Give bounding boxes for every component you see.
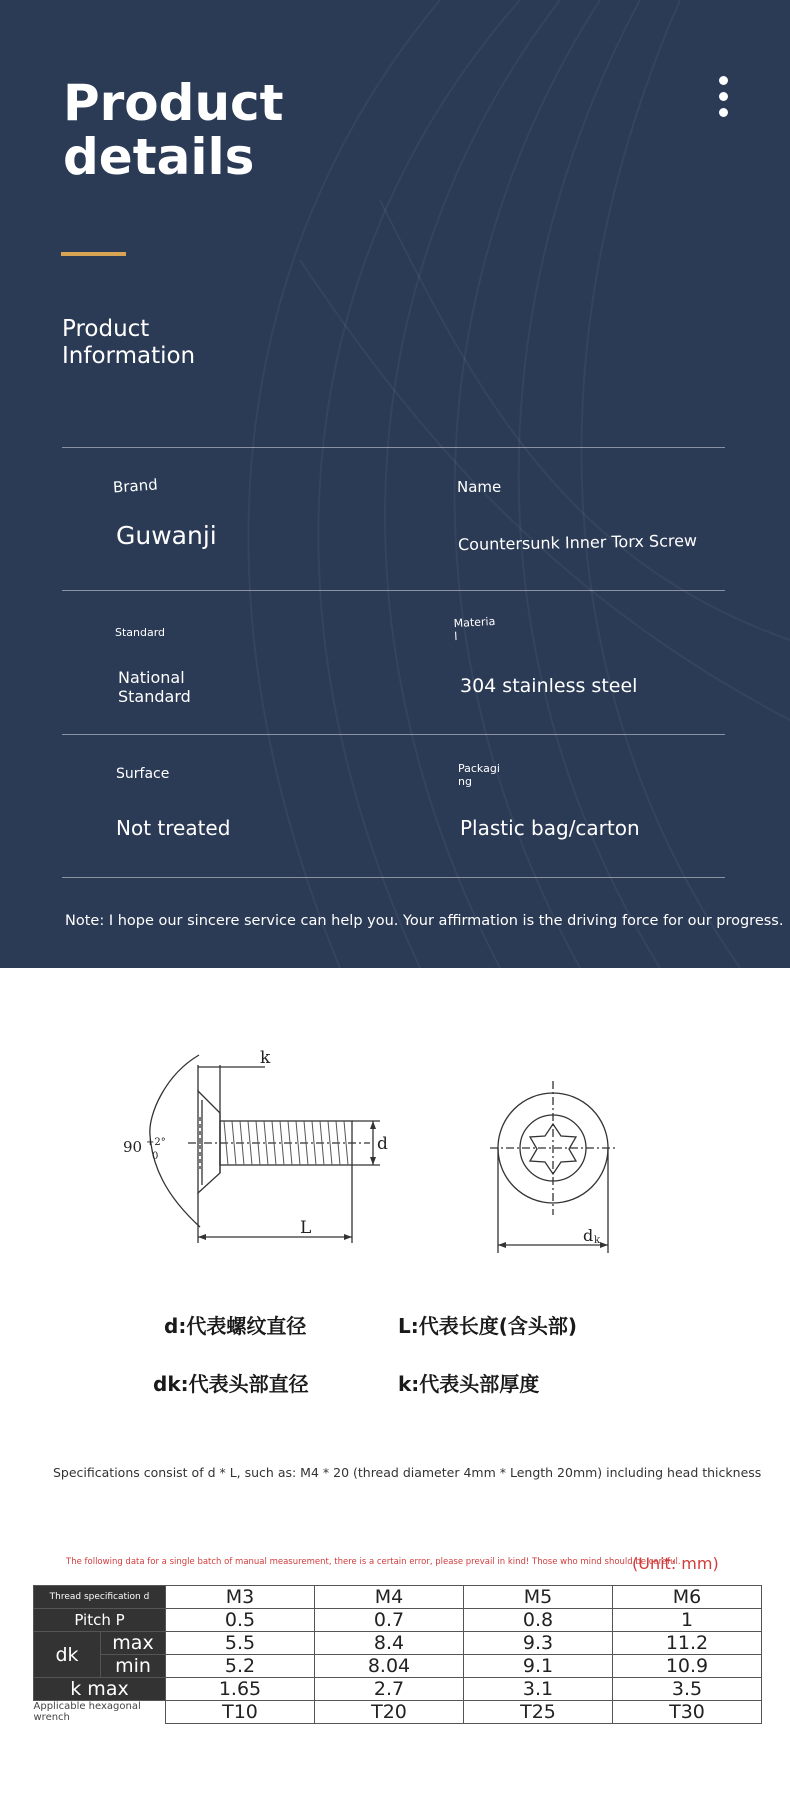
- specification-text: Specifications consist of d * L, such as: M4 * 20 (thread diameter 4mm * Length 20mm) including head thickness: [53, 1465, 762, 1480]
- table-cell: T30: [613, 1701, 762, 1724]
- pitch-header: Pitch P: [34, 1609, 166, 1632]
- table-cell: M3: [166, 1586, 315, 1609]
- table-cell: 5.2: [166, 1655, 315, 1678]
- table-cell: 0.5: [166, 1609, 315, 1632]
- angle-label: 90: [123, 1138, 143, 1156]
- table-cell: 9.1: [464, 1655, 613, 1678]
- screw-diagram: [110, 1045, 670, 1265]
- brand-value: Guwanji: [116, 521, 217, 550]
- table-cell: M4: [315, 1586, 464, 1609]
- menu-dot: [719, 76, 728, 85]
- table-row: [34, 1586, 762, 1609]
- legend-L: L:代表长度(含头部): [398, 1314, 578, 1338]
- measurement-note: The following data for a single batch of manual measurement, there is a certain error, please prevail in kind! Those who mind should be careful.: [66, 1557, 681, 1567]
- dim-k: k: [260, 1048, 271, 1068]
- section-title: [62, 316, 195, 370]
- min-header: min: [101, 1655, 166, 1678]
- table-row: [34, 1632, 762, 1655]
- divider: [62, 447, 725, 448]
- table-cell: 11.2: [613, 1632, 762, 1655]
- section-title-line: Product: [62, 316, 150, 342]
- packaging-value: Plastic bag/carton: [460, 816, 640, 840]
- dim-dk: d: [583, 1226, 594, 1245]
- material-label: Materia l: [453, 614, 496, 644]
- dk-header: dk: [34, 1632, 101, 1678]
- name-value: Countersunk Inner Torx Screw: [457, 530, 698, 555]
- thread-spec-header: Thread specification d: [34, 1586, 166, 1609]
- page-title: [63, 76, 284, 184]
- angle-tolerance-upper: +2°: [146, 1137, 166, 1148]
- table-cell: 2.7: [315, 1678, 464, 1701]
- surface-value: Not treated: [116, 816, 231, 840]
- table-cell: 0.8: [464, 1609, 613, 1632]
- table-cell: 3.1: [464, 1678, 613, 1701]
- max-header: max: [101, 1632, 166, 1655]
- legend-k: k:代表头部厚度: [398, 1372, 540, 1396]
- table-cell: 1: [613, 1609, 762, 1632]
- table-cell: T25: [464, 1701, 613, 1724]
- table-cell: 0.7: [315, 1609, 464, 1632]
- dim-L: L: [300, 1218, 312, 1238]
- packaging-label: Packagi ng: [458, 762, 500, 788]
- divider: [62, 734, 725, 735]
- spec-table: [33, 1585, 762, 1724]
- divider: [62, 590, 725, 591]
- standard-value: National Standard: [118, 668, 191, 706]
- legend-dk: dk:代表头部直径: [153, 1372, 309, 1396]
- dim-dk-sub: k: [594, 1235, 601, 1246]
- menu-dot: [719, 92, 728, 101]
- surface-label: Surface: [116, 766, 170, 782]
- page-title-line: details: [63, 128, 255, 186]
- table-cell: 3.5: [613, 1678, 762, 1701]
- table-row: [34, 1655, 762, 1678]
- table-cell: 5.5: [166, 1632, 315, 1655]
- brand-label: Brand: [112, 475, 159, 497]
- table-cell: 1.65: [166, 1678, 315, 1701]
- material-value: 304 stainless steel: [460, 675, 638, 697]
- section-title-line: Information: [62, 343, 196, 369]
- wrench-header: Applicable hexagonal wrench: [34, 1701, 166, 1724]
- table-cell: 8.4: [315, 1632, 464, 1655]
- screw-head: [198, 1091, 220, 1193]
- table-row: [34, 1678, 762, 1701]
- standard-label: Standard: [115, 626, 166, 639]
- legend-d: d:代表螺纹直径: [164, 1314, 307, 1338]
- table-cell: 8.04: [315, 1655, 464, 1678]
- kmax-header: k max: [34, 1678, 166, 1701]
- service-note: Note: I hope our sincere service can help you. Your affirmation is the driving force for our progress.: [65, 913, 784, 929]
- table-cell: T10: [166, 1701, 315, 1724]
- vertical-dots-menu-icon[interactable]: [713, 76, 733, 126]
- table-row: [34, 1609, 762, 1632]
- accent-bar: [61, 252, 126, 256]
- name-label: Name: [457, 478, 502, 496]
- unit-label: (Unit: mm): [632, 1554, 719, 1573]
- table-cell: T20: [315, 1701, 464, 1724]
- table-cell: M6: [613, 1586, 762, 1609]
- page-title-line: Product: [63, 74, 284, 132]
- dim-d: d: [377, 1134, 388, 1154]
- angle-tolerance-lower: 0: [152, 1151, 159, 1162]
- table-cell: 10.9: [613, 1655, 762, 1678]
- divider: [62, 877, 725, 878]
- menu-dot: [719, 108, 728, 117]
- svg-text:90: [123, 1138, 142, 1156]
- table-row: [34, 1701, 762, 1724]
- table-cell: M5: [464, 1586, 613, 1609]
- table-cell: 9.3: [464, 1632, 613, 1655]
